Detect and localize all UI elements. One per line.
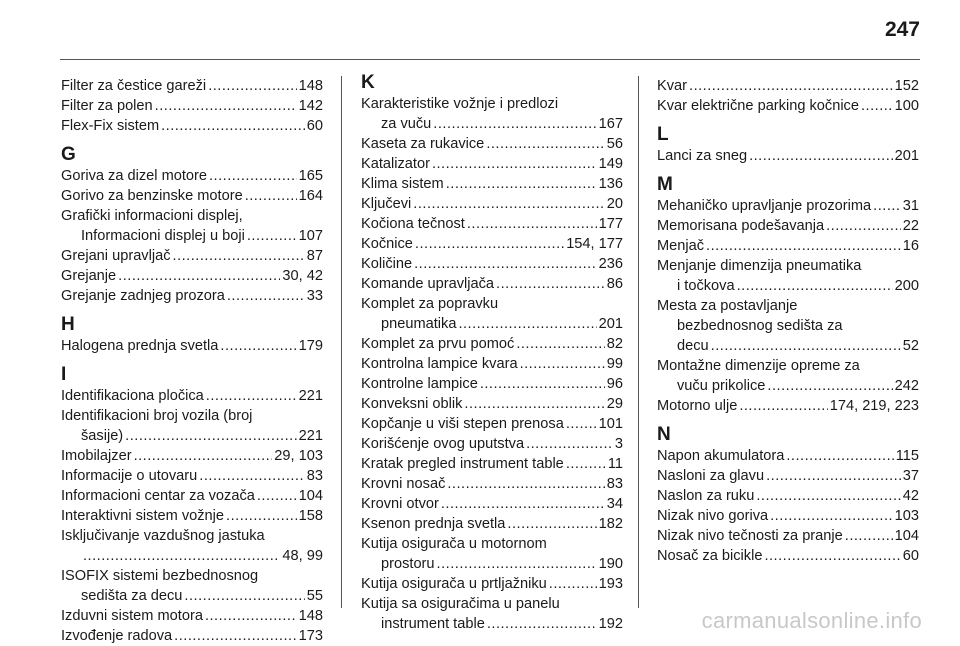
dot-leader [227,286,305,306]
dot-leader [766,466,901,486]
dot-leader [480,374,605,394]
index-entry[interactable] [61,406,323,446]
entry-term: Identifikaciona pločica [61,388,204,404]
entry-page-reference: 167 [598,116,623,132]
dot-leader [208,76,296,96]
index-entry[interactable] [657,546,919,566]
index-entry[interactable] [361,494,623,514]
entry-term: Montažne dimenzije opreme za [657,358,860,374]
entry-page-reference: 16 [902,238,919,254]
section-letter: G [61,144,76,165]
entry-page-reference: 200 [894,278,919,294]
dot-leader [245,186,297,206]
entry-page-reference: 99 [606,356,623,372]
dot-leader [118,266,280,286]
dot-leader [413,194,604,214]
entry-page-reference: 60 [902,548,919,564]
entry-page-reference: 37 [902,468,919,484]
index-entry[interactable] [361,414,623,434]
dot-leader [487,614,597,634]
index-entry[interactable] [361,274,623,294]
entry-page-reference: 34 [606,496,623,512]
index-entry[interactable] [657,526,919,546]
index-entry[interactable] [61,386,323,406]
dot-leader [125,426,296,446]
index-entry[interactable] [361,134,623,154]
index-entry[interactable] [361,334,623,354]
dot-leader [770,506,893,526]
entry-page-reference: 29 [606,396,623,412]
entry-term: Kočnice [361,236,413,252]
entry-term: Nosač za bicikle [657,548,763,564]
index-entry[interactable] [361,474,623,494]
index-entry[interactable] [61,466,323,486]
entry-term: Komplet za popravku [361,296,499,312]
index-entry[interactable] [657,256,919,296]
index-entry[interactable] [361,594,623,634]
entry-page-reference: 136 [598,176,623,192]
dot-leader [199,466,304,486]
entry-term: bezbednosnog sedišta za [677,318,843,334]
watermark: carmanualsonline.info [701,608,922,633]
index-entry[interactable] [657,356,919,396]
dot-leader [826,216,901,236]
entry-page-reference: 236 [598,256,623,272]
entry-term: pneumatika [381,316,457,332]
dot-leader [226,506,297,526]
entry-page-reference: 148 [298,78,323,94]
entry-page-reference: 104 [298,488,323,504]
entry-page-reference: 193 [598,576,623,592]
dot-leader [415,234,564,254]
entry-term: Kontrolna lampice kvara [361,356,518,372]
index-entry[interactable] [361,294,623,334]
dot-leader [437,554,597,574]
entry-page-reference: 201 [894,148,919,164]
entry-page-reference: 96 [606,376,623,392]
dot-leader [446,174,597,194]
entry-page-reference: 87 [306,248,323,264]
entry-page-reference: 22 [902,218,919,234]
entry-term: Napon akumulatora [657,448,785,464]
entry-term: Kvar [657,78,688,94]
entry-term: Klima sistem [361,176,444,192]
entry-term: Grejanje zadnjeg prozora [61,288,225,304]
dot-leader [174,626,296,646]
entry-term: Naslon za ruku [657,488,755,504]
index-entry[interactable] [61,506,323,526]
section-letter: L [657,124,669,145]
entry-term: Kratak pregled instrument table [361,456,564,472]
dot-leader [83,546,280,566]
entry-term: Imobilajzer [61,448,132,464]
dot-leader [257,486,297,506]
entry-term: Mesta za postavljanje [657,298,798,314]
entry-term: Nasloni za glavu [657,468,765,484]
entry-page-reference: 242 [894,378,919,394]
index-entry[interactable] [361,434,623,454]
entry-page-reference: 142 [298,98,323,114]
entry-page-reference: 48, 99 [282,548,323,564]
index-entry[interactable] [657,466,919,486]
dot-leader [184,586,304,606]
entry-term: Grejani upravljač [61,248,171,264]
index-column-2 [361,72,623,634]
index-entry[interactable] [361,254,623,274]
index-entry[interactable] [61,486,323,506]
dot-leader [220,336,296,356]
dot-leader [247,226,297,246]
entry-page-reference: 30, 42 [282,268,323,284]
index-entry[interactable] [61,446,323,466]
dot-leader [414,254,597,274]
dot-leader [458,314,596,334]
dot-leader [447,474,604,494]
entry-page-reference: 33 [306,288,323,304]
dot-leader [764,546,900,566]
entry-page-reference: 55 [306,588,323,604]
entry-term: Kaseta za rukavice [361,136,485,152]
entry-term: Interaktivni sistem vožnje [61,508,225,524]
entry-page-reference: 104 [894,528,919,544]
index-entry[interactable] [61,626,323,646]
entry-page-reference: 182 [598,516,623,532]
entry-page-reference: 52 [902,338,919,354]
index-entry[interactable] [657,296,919,356]
entry-term: instrument table [381,616,485,632]
dot-leader [507,514,596,534]
dot-leader [161,116,305,136]
entry-term: Menjač [657,238,705,254]
entry-term: Komande upravljača [361,276,495,292]
entry-term: Nizak nivo tečnosti za pranje [657,528,843,544]
entry-page-reference: 201 [598,316,623,332]
index-entry[interactable] [657,236,919,256]
index-column-1 [61,76,323,646]
entry-term: Kontrolne lampice [361,376,478,392]
entry-page-reference: 154, 177 [566,236,623,252]
dot-leader [432,154,597,174]
entry-term: Memorisana podešavanja [657,218,825,234]
entry-page-reference: 179 [298,338,323,354]
page-number: 247 [884,18,920,41]
entry-term: Informacioni displej u boji [81,228,245,244]
entry-term: Ključevi [361,196,412,212]
entry-term: Isključivanje vazdušnog jastuka [61,528,265,544]
entry-term: Informacioni centar za vozača [61,488,255,504]
index-entry[interactable] [361,374,623,394]
index-entry[interactable] [657,216,919,236]
entry-term: Identifikacioni broj vozila (broj [61,408,253,424]
dot-leader [173,246,305,266]
index-entry[interactable] [657,446,919,466]
dot-leader [549,574,597,594]
dot-leader [526,434,613,454]
section-letter: N [657,424,671,445]
index-entry[interactable] [657,146,919,166]
dot-leader [205,606,297,626]
entry-term: Ksenon prednja svetla [361,516,506,532]
dot-leader [155,96,297,116]
entry-page-reference: 177 [598,216,623,232]
entry-term: prostoru [381,556,435,572]
entry-page-reference: 31 [902,198,919,214]
index-entry[interactable] [361,514,623,534]
entry-page-reference: 164 [298,188,323,204]
entry-term: Krovni otvor [361,496,439,512]
entry-term: Konveksni oblik [361,396,463,412]
dot-leader [516,334,604,354]
index-entry[interactable] [61,566,323,606]
index-entry[interactable] [361,234,623,254]
entry-page-reference: 190 [598,556,623,572]
dot-leader [464,394,604,414]
entry-page-reference: 101 [598,416,623,432]
dot-leader [861,96,893,116]
dot-leader [845,526,893,546]
dot-leader [756,486,900,506]
column-divider [341,76,342,608]
index-entry[interactable] [361,394,623,414]
entry-page-reference: 100 [894,98,919,114]
dot-leader [689,76,893,96]
entry-term: Kutija sa osiguračima u panelu [361,596,560,612]
entry-term: za vuču [381,116,432,132]
entry-page-reference: 174, 219, 223 [829,398,919,414]
entry-term: Katalizator [361,156,430,172]
dot-leader [433,114,596,134]
entry-term: Gorivo za benzinske motore [61,188,243,204]
column-divider [638,76,639,608]
entry-term: Kutija osigurača u prtljažniku [361,576,547,592]
dot-leader [566,454,606,474]
dot-leader [737,276,893,296]
entry-term: Komplet za prvu pomoć [361,336,515,352]
entry-page-reference: 115 [895,448,919,464]
entry-term: vuču prikolice [677,378,766,394]
entry-term: Kočiona tečnost [361,216,465,232]
header-rule [60,59,920,60]
entry-page-reference: 86 [606,276,623,292]
entry-page-reference: 221 [298,388,323,404]
entry-term: Mehaničko upravljanje prozorima [657,198,872,214]
dot-leader [767,376,892,396]
entry-page-reference: 148 [298,608,323,624]
entry-term: Korišćenje ovog uputstva [361,436,525,452]
entry-page-reference: 165 [298,168,323,184]
index-entry[interactable] [361,154,623,174]
entry-term: Halogena prednja svetla [61,338,219,354]
entry-page-reference: 152 [894,78,919,94]
dot-leader [786,446,893,466]
section-letter: H [61,314,75,335]
entry-term: Menjanje dimenzija pneumatika [657,258,862,274]
index-entry[interactable] [61,116,323,136]
dot-leader [566,414,597,434]
entry-term: Filter za polen [61,98,153,114]
section-letter: M [657,174,673,195]
entry-term: šasije) [81,428,124,444]
entry-term: Nizak nivo goriva [657,508,769,524]
index-entry[interactable] [657,196,919,216]
dot-leader [441,494,605,514]
entry-term: decu [677,338,709,354]
entry-page-reference: 221 [298,428,323,444]
dot-leader [520,354,605,374]
entry-page-reference: 192 [598,616,623,632]
index-entry[interactable] [61,186,323,206]
index-entry[interactable] [657,76,919,96]
index-entry[interactable] [61,266,323,286]
index-entry[interactable] [657,506,919,526]
dot-leader [206,386,297,406]
entry-page-reference: 29, 103 [274,448,323,464]
entry-term: Kvar električne parking kočnice [657,98,859,114]
index-entry[interactable] [61,606,323,626]
index-entry[interactable] [657,396,919,416]
index-entry[interactable] [61,246,323,266]
index-entry[interactable] [361,174,623,194]
dot-leader [134,446,273,466]
index-entry[interactable] [61,96,323,116]
entry-page-reference: 60 [306,118,323,134]
entry-term: Izvođenje radova [61,628,173,644]
index-entry[interactable] [61,526,323,566]
entry-page-reference: 83 [306,468,323,484]
entry-term: Filter za čestice gareži [61,78,207,94]
entry-page-reference: 3 [614,436,623,452]
index-entry[interactable] [657,96,919,116]
index-entry[interactable] [361,574,623,594]
entry-term: sedišta za decu [81,588,183,604]
entry-term: ISOFIX sistemi bezbednosnog [61,568,259,584]
entry-term: Kutija osigurača u motornom [361,536,547,552]
entry-term: Goriva za dizel motore [61,168,207,184]
entry-term: Lanci za sneg [657,148,748,164]
dot-leader [873,196,901,216]
index-entry[interactable] [657,486,919,506]
dot-leader [467,214,597,234]
entry-term: Količine [361,256,413,272]
section-letter: I [61,364,67,385]
entry-term: Informacije o utovaru [61,468,198,484]
index-entry[interactable] [61,286,323,306]
entry-page-reference: 149 [598,156,623,172]
index-entry[interactable] [61,336,323,356]
dot-leader [209,166,297,186]
dot-leader [496,274,605,294]
entry-term: Karakteristike vožnje i predlozi [361,96,559,112]
index-entry[interactable] [361,214,623,234]
entry-page-reference: 107 [298,228,323,244]
entry-term: Izduvni sistem motora [61,608,203,624]
entry-page-reference: 173 [298,628,323,644]
index-entry[interactable] [361,194,623,214]
entry-page-reference: 83 [606,476,623,492]
entry-term: i točkova [677,278,735,294]
entry-page-reference: 20 [606,196,623,212]
dot-leader [711,336,901,356]
dot-leader [706,236,901,256]
entry-page-reference: 103 [894,508,919,524]
entry-term: Grejanje [61,268,117,284]
dot-leader [739,396,827,416]
index-entry[interactable] [361,354,623,374]
entry-term: Krovni nosač [361,476,446,492]
entry-term: Grafički informacioni displej, [61,208,243,224]
index-entry[interactable] [361,94,623,134]
index-entry[interactable] [361,454,623,474]
entry-page-reference: 42 [902,488,919,504]
entry-page-reference: 82 [606,336,623,352]
index-column-3 [657,76,919,566]
entry-page-reference: 11 [607,456,623,472]
dot-leader [486,134,604,154]
dot-leader [749,146,893,166]
entry-term: Flex-Fix sistem [61,118,160,134]
entry-term: Motorno ulje [657,398,738,414]
index-entry[interactable] [61,166,323,186]
index-entry[interactable] [361,534,623,574]
index-entry[interactable] [61,206,323,246]
index-entry[interactable] [61,76,323,96]
section-letter: K [361,72,375,93]
entry-page-reference: 158 [298,508,323,524]
entry-page-reference: 56 [606,136,623,152]
entry-term: Kopčanje u viši stepen prenosa [361,416,564,432]
